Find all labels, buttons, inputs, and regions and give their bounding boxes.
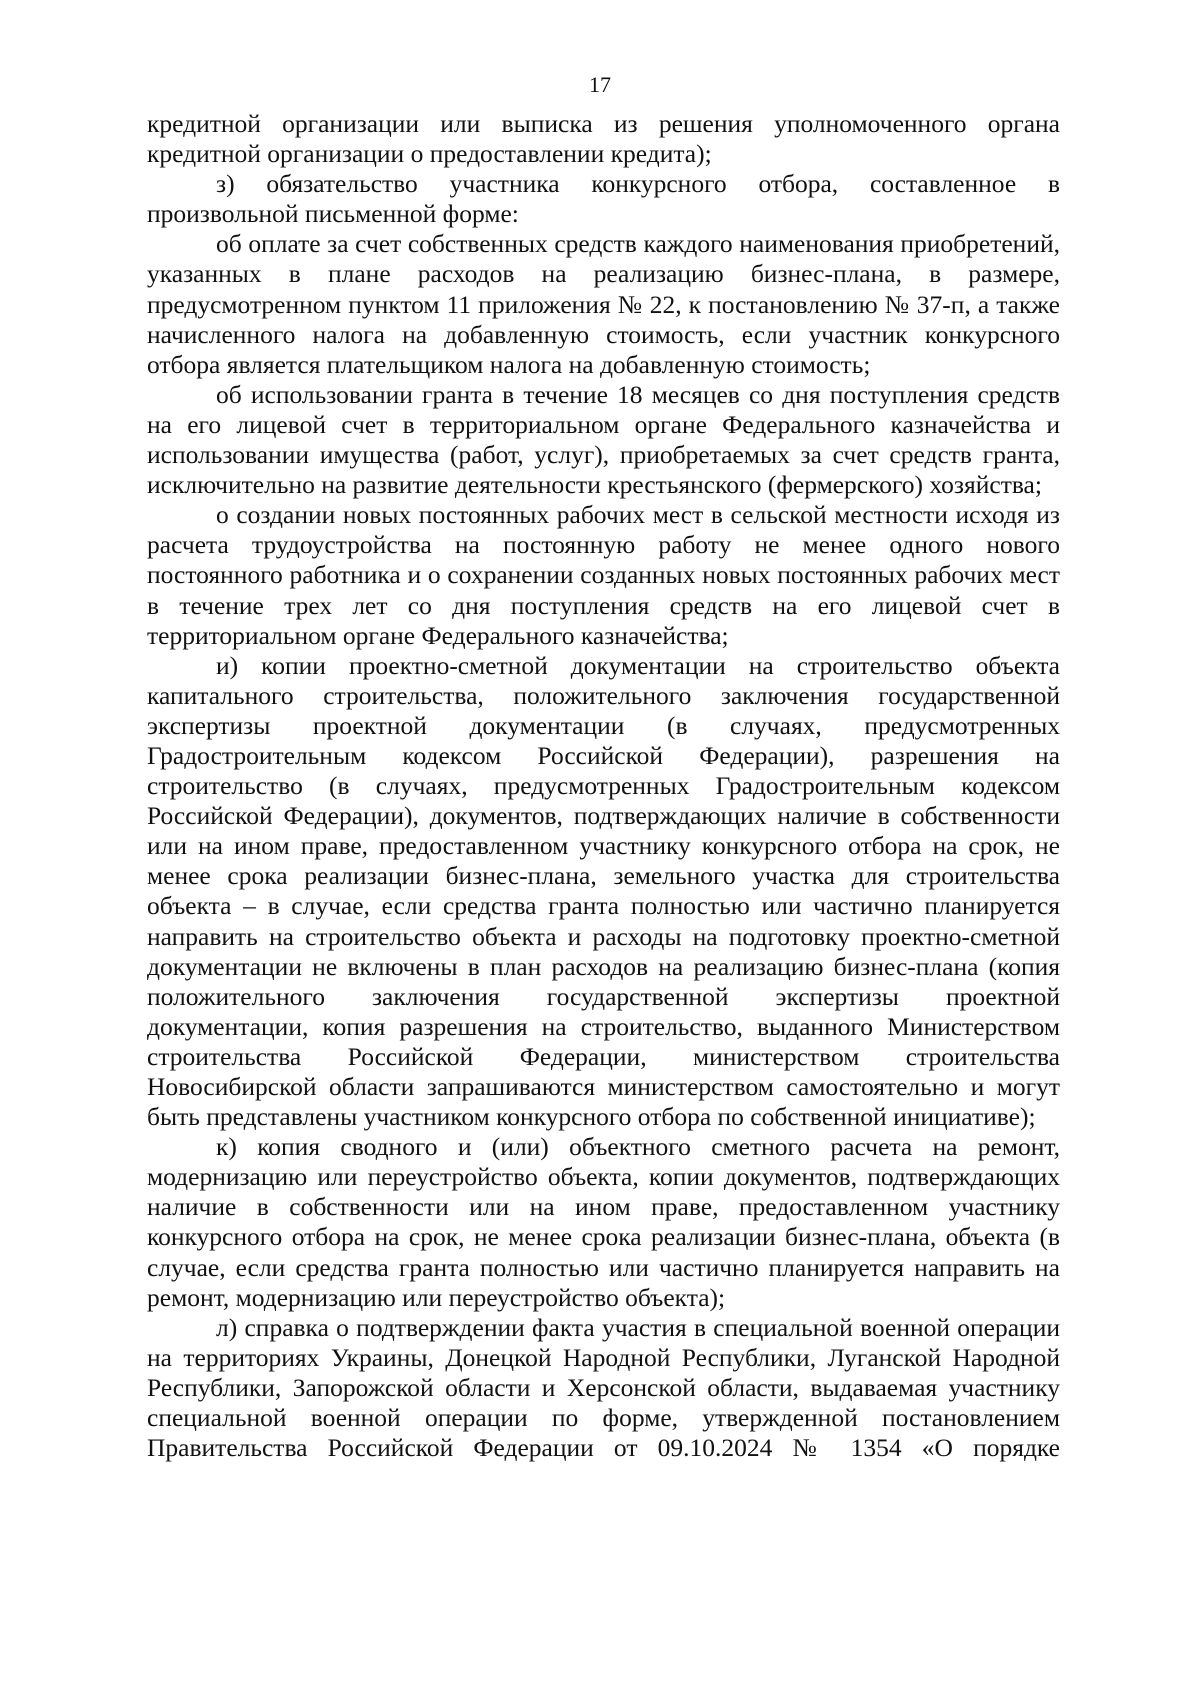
- document-body: [147, 109, 1060, 1463]
- paragraph-credit-org-continuation: кредитной организации или выписка из решения уполномоченного органа кредитной организации о предоставлении кредита);: [147, 109, 1060, 169]
- page-number: 17: [589, 72, 611, 97]
- paragraph-item-z-obligation: з) обязательство участника конкурсного отбора, составленное в произвольной письменной форме:: [147, 169, 1060, 229]
- paragraph-item-i-design-documentation: и) копии проектно-сметной документации на строительство объекта капитального строительства, положительного заключения государственной экспертизы проектной документации (в случаях, предусмотренных Градостроительным кодексом Российской Федерации), разрешения на строительство (в случаях, предусмотренных Градостроительным кодексом Российской Федерации), документов, подтверждающих наличие в собственности или на ином праве, предоставленном участнику конкурсного отбора на срок, не менее срока реализации бизнес-плана, земельного участка для строительства объекта – в случае, если средства гранта полностью или частично планируется направить на строительство объекта и расходы на подготовку проектно-сметной документации не включены в план расходов на реализацию бизнес-плана (копия положительного заключения государственной экспертизы проектной документации, копия разрешения на строительство, выданного Министерством строительства Российской Федерации, министерством строительства Новосибирской области запрашиваются министерством самостоятельно и могут быть представлены участником конкурсного отбора по собственной инициативе);: [147, 650, 1060, 1132]
- paragraph-payment-own-funds: об оплате за счет собственных средств каждого наименования приобретений, указанных в плане расходов на реализацию бизнес-плана, в размере, предусмотренном пунктом 11 приложения № 22, к постановлению № 37-п, а также начисленного налога на добавленную стоимость, если участник конкурсного отбора является плательщиком налога на добавленную стоимость;: [147, 229, 1060, 379]
- paragraph-new-jobs: о создании новых постоянных рабочих мест в сельской местности исходя из расчета трудоустройства на постоянную работу не менее одного нового постоянного работника и о сохранении созданных новых постоянных рабочих мест в течение трех лет со дня поступления средств на его лицевой счет в территориальном органе Федерального казначейства;: [147, 500, 1060, 650]
- paragraph-item-l-military-certificate: л) справка о подтверждении факта участия в специальной военной операции на территориях Украины, Донецкой Народной Республики, Луганской Народной Республики, Запорожской области и Херсонской области, выдаваемая участнику специальной военной операции по форме, утвержденной постановлением Правительства Российской Федерации от 09.10.2024 № 1354 «О порядке: [147, 1312, 1060, 1463]
- paragraph-item-k-estimate: к) копия сводного и (или) объектного сметного расчета на ремонт, модернизацию или переустройство объекта, копии документов, подтверждающих наличие в собственности или на ином праве, предоставленном участнику конкурсного отбора на срок, не менее срока реализации бизнес-плана, объекта (в случае, если средства гранта полностью или частично планируется направить на ремонт, модернизацию или переустройство объекта);: [147, 1132, 1060, 1312]
- paragraph-grant-usage: об использовании гранта в течение 18 месяцев со дня поступления средств на его лицевой счет в территориальном органе Федерального казначейства и использовании имущества (работ, услуг), приобретаемых за счет средств гранта, исключительно на развитие деятельности крестьянского (фермерского) хозяйства;: [147, 379, 1060, 500]
